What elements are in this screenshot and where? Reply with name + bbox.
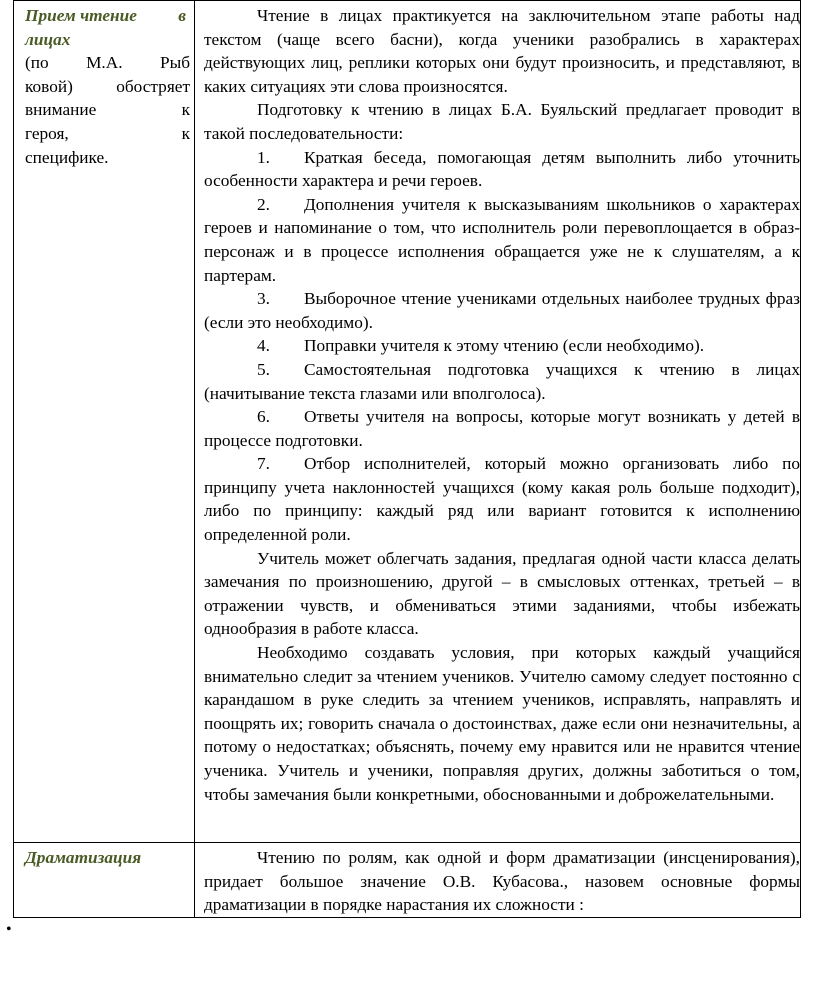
list-number: 3.: [257, 289, 270, 309]
list-item: [204, 405, 800, 452]
paragraph: Необходимо создавать условия, при которых каждый учащийся внимательно следит за чтением учеников. Учителю самому следует постоянно с карандашом в руке следить за чтением учеников, исправлять, направлять и поощрять их; говорить сначала о достоинствах, даже если они незначительны, а потому о недостатках; объяснять, почему ему нравится или не нравится чтение ученика. Учитель и ученики, поправляя других, должны заботиться о том, чтобы замечания были конкретными, обоснованными и доброжелательными.: [204, 643, 800, 804]
term-description-line: героя, к: [25, 123, 190, 143]
table-row: [14, 843, 801, 918]
term-description-line: специфике.: [25, 147, 109, 167]
list-number: 7.: [257, 454, 270, 474]
list-number: 1.: [257, 147, 270, 167]
term-title: [25, 4, 190, 28]
list-text: Краткая беседа, помогающая детям выполнить либо уточнить особенности характера и речи героев.: [204, 147, 800, 191]
description-cell: [195, 1, 801, 843]
paragraph: Чтение в лицах практикуется на заключительном этапе работы над текстом (чаще всего басни), когда ученики разобрались в характерах действующих лиц, реплики которых они будут произносить, и представляют, в каких ситуациях эти слова произносятся.: [204, 6, 800, 96]
list-number: 4.: [257, 336, 270, 356]
term-description: [25, 51, 190, 169]
term-title: Драматизация: [25, 848, 142, 867]
list-item: [204, 358, 800, 405]
list-item: [204, 193, 800, 287]
list-item: [204, 452, 800, 546]
term-title-line2: лицах: [25, 29, 71, 49]
paragraph: Чтению по ролям, как одной и форм драматизации (инсценирования), придает большое значение О.В. Кубасова., назовем основные формы драматизации в порядке нарастания их сложности :: [204, 848, 800, 915]
list-item: [204, 334, 800, 358]
paragraph: Учитель может облегчать задания, предлагая одной части класса делать замечания по произношению, другой – в смысловых оттенках, третьей – в отражении чувств, и обмениваться этими заданиями, чтобы избежать однообразия в работе класса.: [204, 548, 800, 639]
term-cell: [14, 1, 195, 843]
list-text: Самостоятельная подготовка учащихся к чтению в лицах (начитывание текста глазами или вполголоса).: [204, 359, 800, 403]
term-description-line: ковой) обостряет: [25, 76, 190, 96]
list-number: 2.: [257, 194, 270, 214]
numbered-list: [204, 146, 800, 547]
list-number: 6.: [257, 407, 270, 427]
term-title-part: в: [178, 6, 186, 25]
term-description-line: (по М.А. Рыб: [25, 53, 190, 73]
bullet-marker: •: [6, 921, 12, 938]
term-description-line: внимание к: [25, 100, 190, 120]
list-text: Поправки учителя к этому чтению (если необходимо).: [304, 336, 705, 356]
list-number: 5.: [257, 359, 270, 379]
list-text: Отбор исполнителей, который можно организовать либо по принципу учета наклонностей учащихся (кому какая роль больше подходит), либо по принципу: каждый ряд или вариант готовится к исполнению определенной роли.: [204, 454, 800, 545]
list-item: [204, 287, 800, 334]
list-text: Дополнения учителя к высказываниям школьников о характерах героев и напоминание о том, что исполнитель роли перевоплощается в образ-персонаж и в процессе исполнения обращается уже не к слушателям, а к партерам.: [204, 194, 800, 285]
term-title-part: Прием чтение: [25, 6, 137, 25]
term-cell: [14, 843, 195, 918]
list-text: Выборочное чтение учениками отдельных наиболее трудных фраз (если это необходимо).: [204, 289, 800, 332]
list-item: [204, 146, 800, 193]
paragraph: Подготовку к чтению в лицах Б.А. Буяльский предлагает проводит в такой последовательности:: [204, 100, 800, 143]
description-cell: [195, 843, 801, 918]
table-row: [14, 1, 801, 843]
content-table: [13, 0, 801, 918]
list-text: Ответы учителя на вопросы, которые могут возникать у детей в процессе подготовки.: [204, 407, 800, 450]
